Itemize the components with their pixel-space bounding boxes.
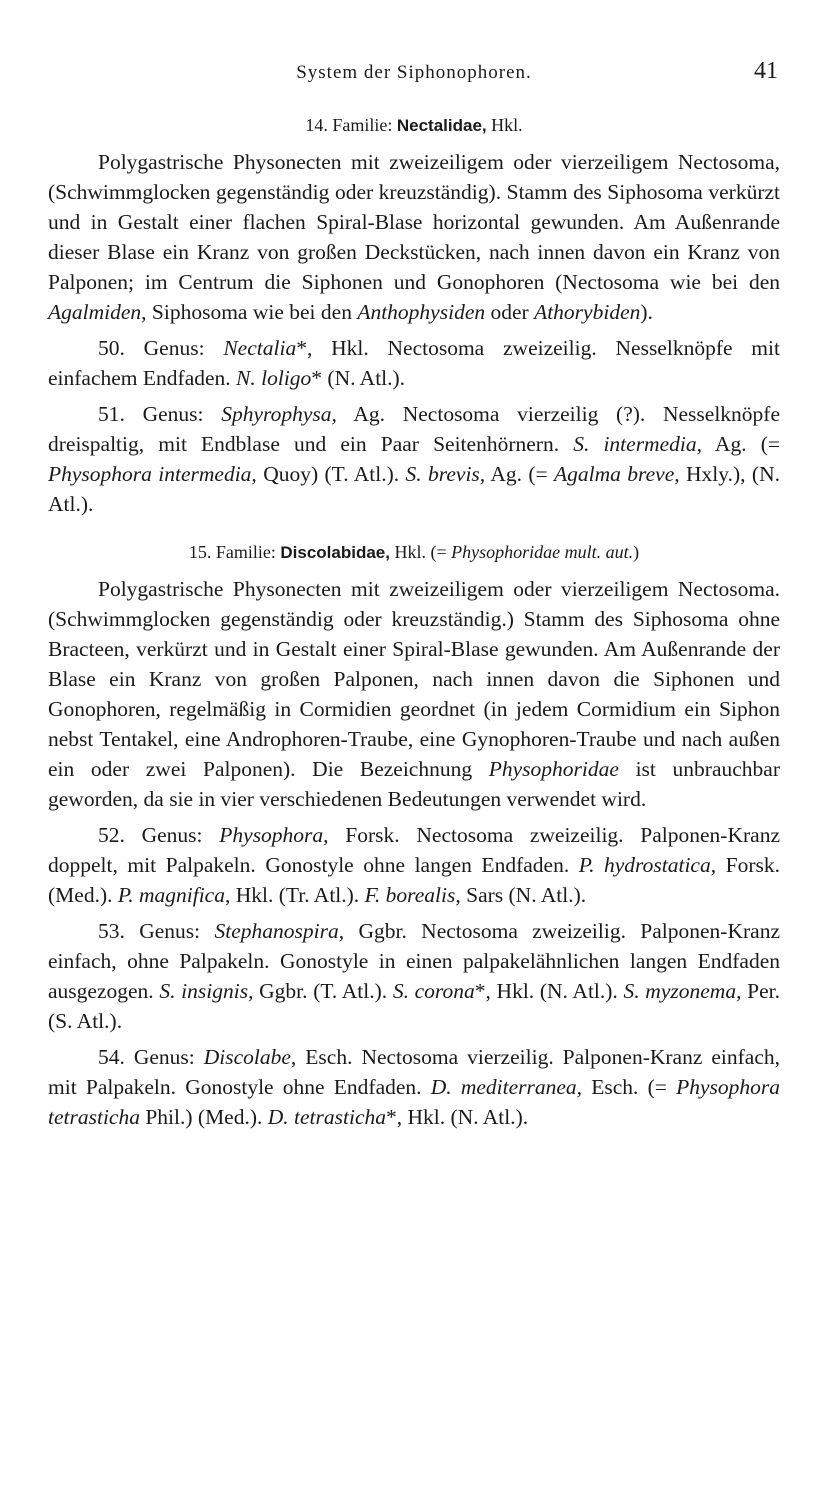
family-name: Discolabidae, [280, 543, 390, 562]
page-number: 41 [754, 58, 778, 84]
family-number: 15. Familie: [188, 542, 276, 562]
family-description-14: Polygastrische Physonecten mit zweizeiligem oder vierzeiligem Nectosoma, (Schwimmglocken gegenständig oder kreuzständig). Stamm des Siphosoma verkürzt und in Gestalt einer flachen Spiral-Blase horizontal gewunden. Am Außenrande dieser Blase ein Kranz von großen Deckstücken, nach innen davon ein Kranz von Palponen; im Centrum die Siphonen und Gonophoren (Nectosoma wie bei den Agalmiden, Siphosoma wie bei den Anthophysiden oder Athorybiden). [48, 150, 780, 324]
running-title: System der Siphonophoren. [296, 62, 532, 83]
family-synonym: Physophoridae mult. aut. [451, 542, 634, 562]
family-heading-14 [48, 110, 780, 141]
genus-entry-52: 52. Genus: Physophora, Forsk. Nectosoma zweizeilig. Palponen-Kranz doppelt, mit Palpakeln. Gonostyle ohne langen Endfaden. P. hydrostatica, Forsk. (Med.). P. magnifica, Hkl. (Tr. Atl.). F. borealis, Sars (N. Atl.). [48, 823, 780, 907]
family-description-15: Polygastrische Physonecten mit zweizeiligem oder vierzeiligem Nectosoma. (Schwimmglocken gegenständig oder kreuzständig.) Stamm des Siphosoma ohne Bracteen, verkürzt und in Gestalt einer Spiral-Blase gewunden. Am Außenrande der Blase ein Kranz von großen Palponen, nach innen davon die Siphonen und Gonophoren, regelmäßig in Cormidien geordnet (in jedem Cormidium ein Siphon nebst Tentakel, eine Androphoren-Traube, eine Gynophoren-Traube und nach außen ein oder zwei Palponen). Die Bezeichnung Physophoridae ist unbrauchbar geworden, da sie in vier verschiedenen Bedeutungen verwendet wird. [48, 577, 780, 811]
genus-entry-50: 50. Genus: Nectalia*, Hkl. Nectosoma zweizeilig. Nesselknöpfe mit einfachem Endfaden. N. loligo* (N. Atl.). [48, 336, 780, 390]
genus-entry-51: 51. Genus: Sphyrophysa, Ag. Nectosoma vierzeilig (?). Nesselknöpfe dreispaltig, mit Endblase und ein Paar Seitenhörnern. S. intermedia, Ag. (= Physophora intermedia, Quoy) (T. Atl.). S. brevis, Ag. (= Agalma breve, Hxly.), (N. Atl.). [48, 402, 780, 516]
genus-entry-53: 53. Genus: Stephanospira, Ggbr. Nectosoma zweizeilig. Palponen-Kranz einfach, ohne Palpakeln. Gonostyle in einen palpakelähnlichen langen Endfaden ausgezogen. S. insignis, Ggbr. (T. Atl.). S. corona*, Hkl. (N. Atl.). S. myzonema, Per. (S. Atl.). [48, 919, 780, 1033]
page-header [48, 58, 780, 90]
page-body [48, 110, 780, 1138]
family-author: Hkl. [491, 115, 523, 135]
family-number: 14. Familie: [305, 115, 393, 135]
family-author: Hkl. (= [394, 542, 452, 562]
family-heading-15: 15. Familie: Discolabidae, Hkl. (= Physophoridae mult. aut.) [188, 542, 640, 562]
genus-entry-54: 54. Genus: Discolabe, Esch. Nectosoma vierzeilig. Palponen-Kranz einfach, mit Palpakeln. Gonostyle ohne Endfaden. D. mediterranea, Esch. (= Physophora tetrasticha Phil.) (Med.). D. tetrasticha*, Hkl. (N. Atl.). [48, 1045, 780, 1129]
family-name: Nectalidae, [396, 116, 487, 135]
